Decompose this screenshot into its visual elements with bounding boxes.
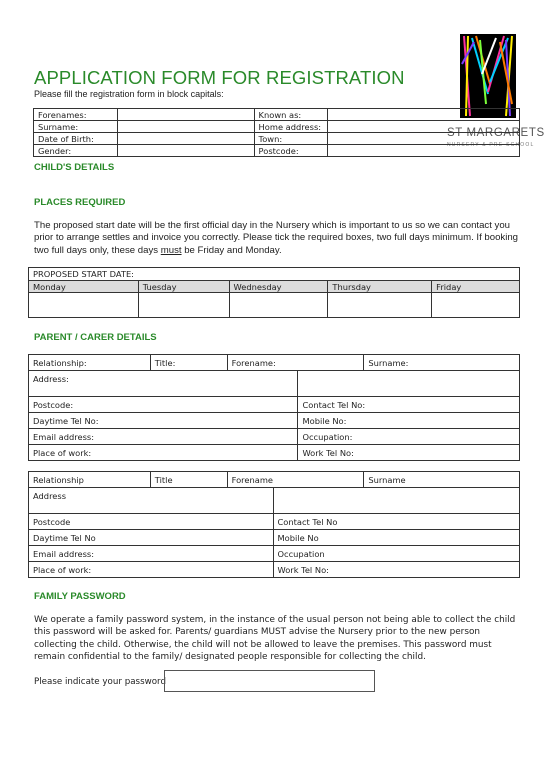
password-paragraph: We operate a family password system, in the instance of the usual person not being able to collect the child this password will be asked for. Parents/ guardians MUST advise the Nursery prior to the new person collecting the child. Otherwise, the child will not be allowed to leave the premises. This password must remain confidential to the family/ designated people responsible for collecting the child.: [34, 615, 516, 662]
parent1-occupation[interactable]: Occupation:: [298, 429, 520, 445]
parent2-address[interactable]: Address: [29, 488, 274, 514]
child-details-heading: CHILD'S DETAILS: [34, 162, 115, 173]
start-date-label: PROPOSED START DATE:: [29, 268, 520, 281]
parent2-surname[interactable]: Surname: [364, 472, 520, 488]
home-address-label: Home address:: [254, 121, 327, 133]
home-address-field[interactable]: [327, 121, 519, 133]
parent1-forename[interactable]: Forename:: [227, 355, 364, 371]
day-wednesday: Wednesday: [229, 281, 328, 293]
page-title: APPLICATION FORM FOR REGISTRATION: [34, 67, 405, 88]
thursday-checkbox-cell[interactable]: [328, 293, 432, 318]
monday-checkbox-cell[interactable]: [29, 293, 139, 318]
places-paragraph: [34, 220, 518, 257]
gender-field[interactable]: [117, 145, 254, 157]
parent2-mobile[interactable]: Mobile No: [273, 530, 519, 546]
parent2-contact-tel[interactable]: Contact Tel No: [273, 514, 519, 530]
parent2-title[interactable]: Title: [150, 472, 227, 488]
parent2-daytime-tel[interactable]: Daytime Tel No: [29, 530, 274, 546]
forenames-label: Forenames:: [34, 109, 118, 121]
forenames-field[interactable]: [117, 109, 254, 121]
parent2-details-table: [28, 471, 520, 578]
parent1-daytime-tel[interactable]: Daytime Tel No:: [29, 413, 298, 429]
gender-label: Gender:: [34, 145, 118, 157]
brand-name: ST MARGARETS: [447, 127, 545, 139]
parent2-forename[interactable]: Forename: [227, 472, 364, 488]
town-field[interactable]: [327, 133, 519, 145]
postcode-label: Postcode:: [254, 145, 327, 157]
page-subtitle: Please fill the registration form in block capitals:: [34, 89, 224, 99]
child-details-table: [33, 108, 520, 157]
parent1-mobile[interactable]: Mobile No:: [298, 413, 520, 429]
parent1-address-extra[interactable]: [298, 371, 520, 397]
places-text-part2: be Friday and Monday.: [181, 244, 282, 256]
day-thursday: Thursday: [328, 281, 432, 293]
parent1-place-of-work[interactable]: Place of work:: [29, 445, 298, 461]
places-text-must: must: [160, 244, 182, 256]
surname-label: Surname:: [34, 121, 118, 133]
town-label: Town:: [254, 133, 327, 145]
parent2-email[interactable]: Email address:: [29, 546, 274, 562]
parent2-occupation[interactable]: Occupation: [273, 546, 519, 562]
wednesday-checkbox-cell[interactable]: [229, 293, 328, 318]
parent1-surname[interactable]: Surname:: [364, 355, 520, 371]
day-monday: Monday: [29, 281, 139, 293]
parent1-relationship[interactable]: Relationship:: [29, 355, 151, 371]
parent2-address-extra[interactable]: [273, 488, 519, 514]
known-as-field[interactable]: [327, 109, 519, 121]
parent1-address[interactable]: Address:: [29, 371, 298, 397]
friday-checkbox-cell[interactable]: [432, 293, 520, 318]
start-date-table: [28, 267, 520, 318]
postcode-field[interactable]: [327, 145, 519, 157]
parent1-details-table: [28, 354, 520, 461]
places-text-part1: The proposed start date will be the first official day in the Nursery which is important to us so we can contact you prior to arrange settles and invoice you correctly. Please tick the required boxes, two full days minimum. If booking two full days only, these days: [34, 220, 519, 256]
day-tuesday: Tuesday: [138, 281, 229, 293]
password-label: Please indicate your password: [34, 677, 166, 687]
parent1-contact-tel[interactable]: Contact Tel No:: [298, 397, 520, 413]
date-of-birth-label: Date of Birth:: [34, 133, 118, 145]
parent2-place-of-work[interactable]: Place of work:: [29, 562, 274, 578]
parent2-work-tel[interactable]: Work Tel No:: [273, 562, 519, 578]
parent1-postcode[interactable]: Postcode:: [29, 397, 298, 413]
st-margarets-logo: [460, 34, 516, 118]
parent2-relationship[interactable]: Relationship: [29, 472, 151, 488]
date-of-birth-field[interactable]: [117, 133, 254, 145]
surname-field[interactable]: [117, 121, 254, 133]
brand-tagline: NURSERY & PRE-SCHOOL: [447, 142, 535, 148]
family-password-heading: FAMILY PASSWORD: [34, 591, 126, 602]
logo-m-icon: [460, 34, 516, 118]
known-as-label: Known as:: [254, 109, 327, 121]
password-input[interactable]: [164, 670, 375, 692]
places-required-heading: PLACES REQUIRED: [34, 197, 126, 208]
parent-carer-heading: PARENT / CARER DETAILS: [34, 332, 157, 343]
parent1-email[interactable]: Email address:: [29, 429, 298, 445]
parent1-work-tel[interactable]: Work Tel No:: [298, 445, 520, 461]
day-friday: Friday: [432, 281, 520, 293]
parent1-title[interactable]: Title:: [150, 355, 227, 371]
parent2-postcode[interactable]: Postcode: [29, 514, 274, 530]
tuesday-checkbox-cell[interactable]: [138, 293, 229, 318]
